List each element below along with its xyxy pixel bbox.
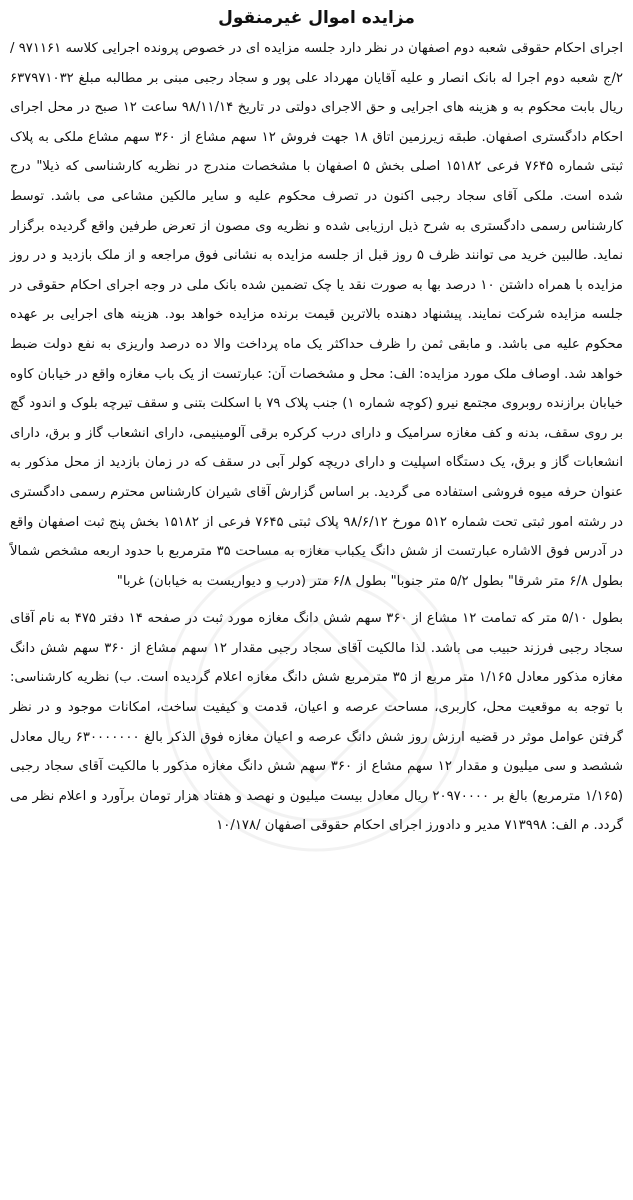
paragraph-gap xyxy=(10,596,623,604)
notice-title: مزایده اموال غیرمنقول xyxy=(218,8,415,28)
notice-paragraph-2: بطول ۵/۱۰ متر که تمامت ۱۲ مشاع از ۳۶۰ سهم شش دانگ مغازه مورد ثبت در صفحه ۱۴ دفتر ۴۷۵ به نام آقای سجاد رجبی فرزند حبیب می باشد. لذا مالکیت آقای سجاد رجبی مقدار ۱۲ سهم مشاع از ۳۶۰ سهم شش دانگ مغازه مذکور معادل ۱/۱۶۵ متر مربع از ۳۵ مترمربع شش دانگ مغازه اعلام گردیده است. ب) نظریه کارشناسی: با توجه به موقعیت محل، کاربری، مساحت عرصه و اعیان، قدمت و کیفیت ساخت، امکانات موجود و در نظر گرفتن عوامل موثر در قضیه ارزش روز شش دانگ عرصه و اعیان مغازه فوق الذکر بالغ ۶۳۰۰۰۰۰۰۰ ریال معادل ششصد و سی میلیون و مقدار ۱۲ سهم مشاع از ۳۶۰ سهم شش دانگ مغازه مذکور با مالکیت آقای سجاد رجبی (۱/۱۶۵ مترمربع) بالغ بر ۲۰۹۷۰۰۰۰ ریال معادل بیست میلیون و نهصد و هفتاد هزار تومان برآورد و اعلام نظر می گردد. م الف: ۷۱۳۹۹۸ مدیر و دادورز اجرای احکام حقوقی اصفهان /۱۰/۱۷۸ xyxy=(10,611,624,834)
notice-paragraph-1: اجرای احکام حقوقی شعبه دوم اصفهان در نظر دارد جلسه مزایده ای در خصوص پرونده اجرایی کلاسه ۹۷۱۱۶۱ / ۲/ج شعبه دوم اجرا له بانک انصار و علیه آقایان مهرداد علی پور و سجاد رجبی مبنی بر مطالبه مبلغ ۶۳۷۹۷۱۰۳۲ ریال بابت محکوم به و هزینه های اجرایی و حق الاجرای دولتی در تاریخ ۹۸/۱۱/۱۴ ساعت ۱۲ صبح در محل اجرای احکام دادگستری اصفهان. طبقه زیرزمین اتاق ۱۸ جهت فروش ۱۲ سهم مشاع از ۳۶۰ سهم مشاع ملکی به پلاک ثبتی شماره ۷۶۴۵ فرعی ۱۵۱۸۲ اصلی بخش ۵ اصفهان با مشخصات مندرج در نظریه کارشناسی که ذیلا" درج شده است. ملکی آقای سجاد رجبی اکنون در تصرف محکوم علیه و سایر مالکین مشاعی می باشد. توسط کارشناس رسمی دادگستری به شرح ذیل ارزیابی شده و نظریه وی مصون از تعرض طرفین واقع گردیده برگزار نماید. طالبین خرید می توانند ظرف ۵ روز قبل از جلسه مزایده به نشانی فوق مراجعه و از ملک بازدید و در روز مزایده با همراه داشتن ۱۰ درصد بها به صورت نقد یا چک تضمین شده بانک ملی در وجه اجرای احکام حقوقی در جلسه مزایده شرکت نمایند. پیشنهاد دهنده بالاترین قیمت برنده مزایده خواهد بود. هزینه های اجرایی بر عهده محکوم علیه می باشد. و مابقی ثمن را ظرف حداکثر یک ماه پرداخت والا ده درصد واریزی به نفع دولت ضبط خواهد شد. اوصاف ملک مورد مزایده: الف: محل و مشخصات آن: عبارتست از یک باب مغازه واقع در خیابان کاوه خیابان برازنده روبروی مجتمع نیرو (کوچه شماره ۱) جنب پلاک ۷۹ با اسکلت بتنی و سقف تیرچه بلوک و اندود گچ بر روی سقف، بدنه و کف مغازه سرامیک و دارای درب کرکره برقی آلومینیمی، دارای انشعاب گاز و برق، دارای انشعابات گاز و برق، یک دستگاه اسپلیت و دارای دریچه کولر آبی در سقف که در زمان بازدید از محل مذکور به عنوان حرفه میوه فروشی استفاده می گردید. بر اساس گزارش آقای شیران کارشناس محترم رسمی دادگستری در رشته امور ثبتی تحت شماره ۵۱۲ مورخ ۹۸/۶/۱۲ پلاک ثبتی ۷۶۴۵ فرعی از ۱۵۱۸۲ بخش پنج ثبت اصفهان واقع در آدرس فوق الاشاره عبارتست از شش دانگ یکباب مغازه به مساحت ۳۵ مترمربع با حدود اربعه مشخص شمالاً بطول ۶/۸ متر شرقا" بطول ۵/۲ متر جنوبا" بطول ۶/۸ متر (درب و دیواریست به خیابان) غربا" xyxy=(10,41,624,589)
